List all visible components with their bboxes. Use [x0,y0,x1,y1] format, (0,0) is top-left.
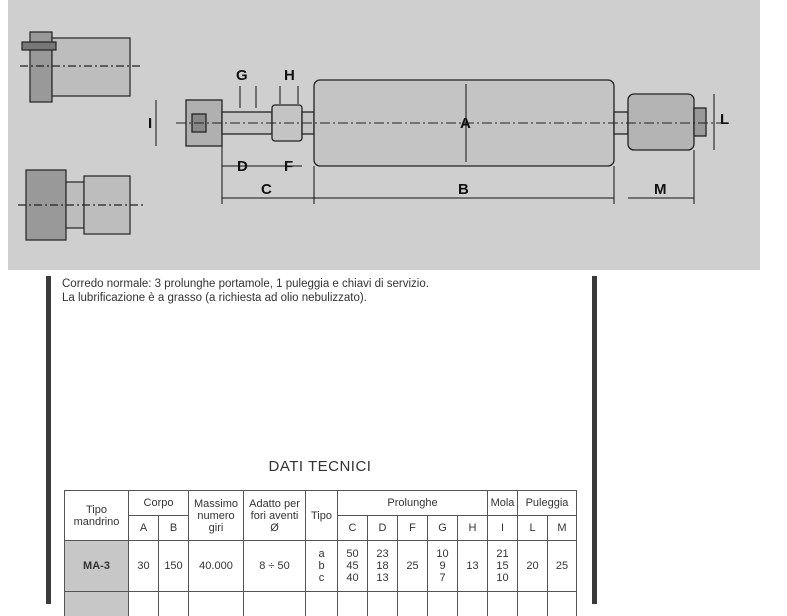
d-value: 18 [376,560,388,572]
header-puleggia: Puleggia [518,491,577,516]
detail-bottom-left [18,170,143,240]
dim-label-h: H [284,67,295,84]
dim-label-b: B [458,181,469,198]
tipo-value: a [318,548,324,560]
subheader-a: A [129,516,159,541]
subheader-b: B [159,516,189,541]
cell-h: 13 [458,541,488,592]
cell-c [338,541,368,592]
subheader-i: I [488,516,518,541]
cell-f: 25 [398,541,428,592]
cell-g [428,541,458,592]
i-value: 21 [496,548,508,560]
cell-i [488,541,518,592]
c-value: 50 [346,548,358,560]
spindle-diagram [8,0,760,270]
cell-giri: 40.000 [189,541,244,592]
dim-label-l: L [720,111,729,128]
table-row [65,541,577,592]
header-tipo-mandrino: Tipo mandrino [65,491,129,541]
tipo-value: c [319,572,325,584]
cell-d [368,541,398,592]
note-line: La lubrificazione è a grasso (a richiesta ad olio nebulizzato). [62,291,429,305]
dim-label-g: G [236,67,248,84]
cell-tipo [306,541,338,592]
header-prolunghe: Prolunghe [338,491,488,516]
dim-label-c: C [261,181,272,198]
i-value: 15 [496,560,508,572]
detail-top-left [20,32,143,102]
dim-label-m: M [654,181,667,198]
spec-table [64,490,577,616]
cell-fori: 8 ÷ 50 [244,541,306,592]
g-value: 10 [436,548,448,560]
subheader-h: H [458,516,488,541]
d-value: 13 [376,572,388,584]
technical-drawing [8,0,760,270]
cell-a: 30 [129,541,159,592]
g-value: 9 [439,560,445,572]
spindle-body [176,80,728,166]
d-value: 23 [376,548,388,560]
g-value: 7 [439,572,445,584]
frame-bar-left [46,276,51,604]
header-massimo-giri: Massimo numero giri [189,491,244,541]
model-cell: MA-3 [65,541,129,592]
c-value: 45 [346,560,358,572]
note-line: Corredo normale: 3 prolunghe portamole, 1 puleggia e chiavi di servizio. [62,277,429,291]
cell-l: 20 [518,541,548,592]
subheader-f: F [398,516,428,541]
tipo-value: b [318,560,324,572]
header-corpo: Corpo [129,491,189,516]
subheader-m: M [548,516,577,541]
cell-m: 25 [548,541,577,592]
subheader-l: L [518,516,548,541]
i-value: 10 [496,572,508,584]
header-adatto-fori: Adatto per fori aventi Ø [244,491,306,541]
frame-bar-right [592,276,597,604]
c-value: 40 [346,572,358,584]
dim-label-a: A [460,115,471,132]
subheader-c: C [338,516,368,541]
dim-label-d: D [237,158,248,175]
header-mola: Mola [488,491,518,516]
dim-label-i: I [148,115,152,132]
subheader-g: G [428,516,458,541]
subheader-d: D [368,516,398,541]
cell-b: 150 [159,541,189,592]
header-tipo: Tipo [306,491,338,541]
notes [62,277,429,305]
dim-label-f: F [284,158,293,175]
table-title: DATI TECNICI [62,458,578,475]
